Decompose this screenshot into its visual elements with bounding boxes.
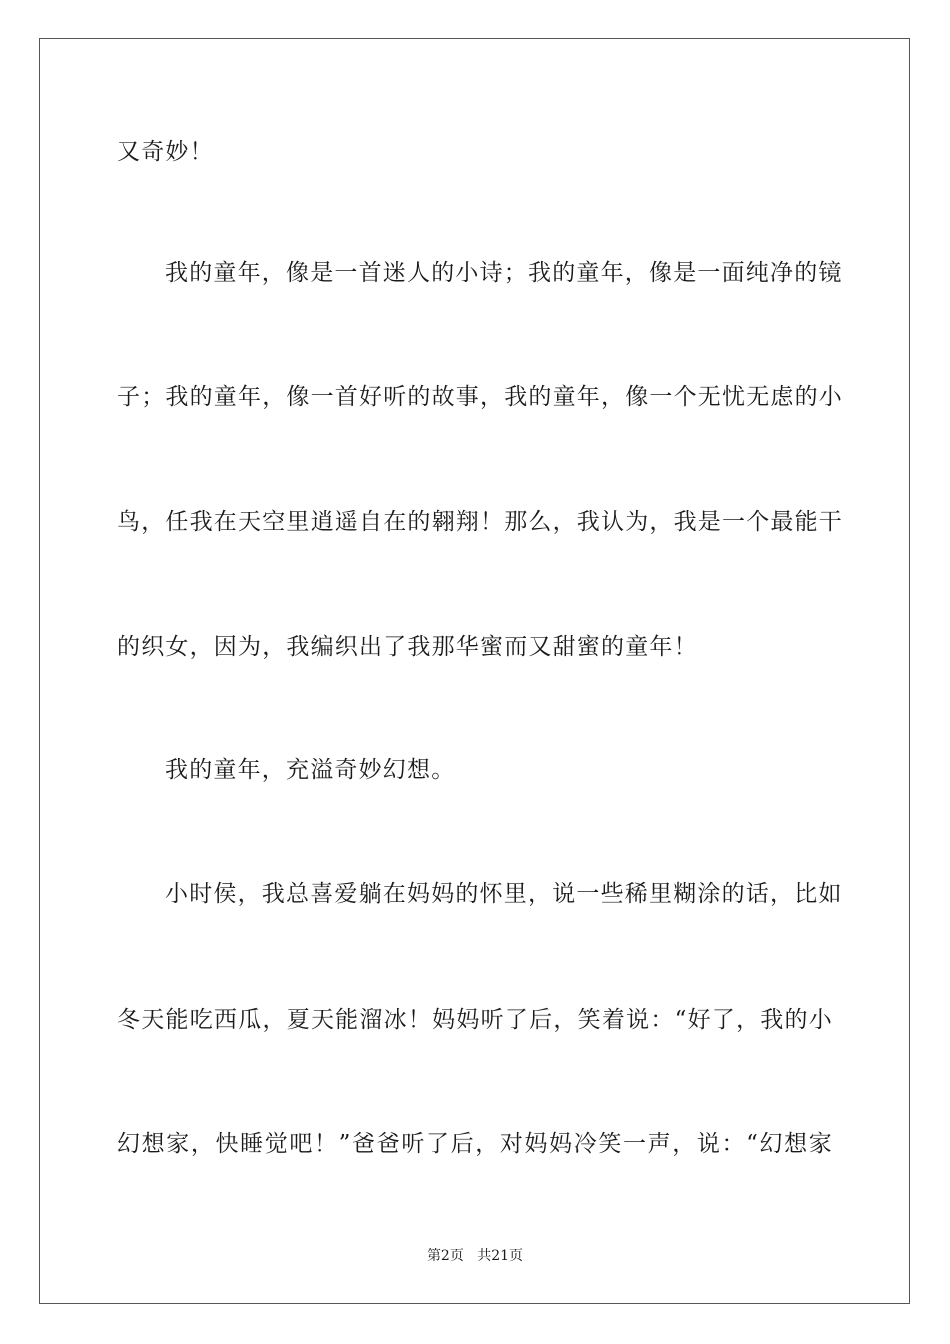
page-number: 第2页 [426,1248,464,1264]
text-line-8: 冬天能吃西瓜，夏天能溜冰！妈妈听了后，笑着说：“好了，我的小 [117,1007,833,1033]
text-line-6: 我的童年，充溢奇妙幻想。 [165,757,456,783]
text-line-1: 又奇妙！ [117,139,214,165]
page-border [39,38,910,1304]
text-line-4: 鸟，任我在天空里逍遥自在的翱翔！那么，我认为，我是一个最能干 [117,509,843,535]
text-line-9: 幻想家，快睡觉吧！”爸爸听了后，对妈妈冷笑一声，说：“幻想家 [117,1131,833,1157]
footer-gap [464,1248,477,1264]
text-line-7: 小时侯，我总喜爱躺在妈妈的怀里，说一些稀里糊涂的话，比如 [165,881,843,907]
page-footer [0,1246,950,1266]
text-line-3: 子；我的童年，像一首好听的故事，我的童年，像一个无忧无虑的小 [117,384,843,410]
text-line-5: 的织女，因为，我编织出了我那华蜜而又甜蜜的童年！ [117,634,698,660]
text-line-2: 我的童年，像是一首迷人的小诗；我的童年，像是一面纯净的镜 [165,260,843,286]
total-pages: 共21页 [477,1248,524,1264]
